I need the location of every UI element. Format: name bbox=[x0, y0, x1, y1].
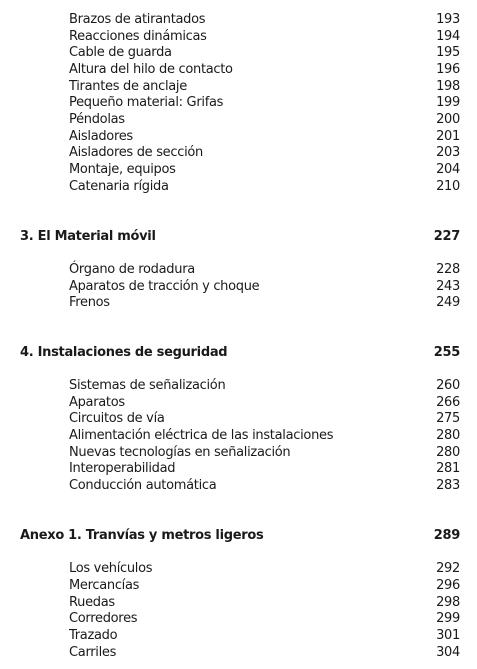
toc-entry-page: 200 bbox=[436, 112, 460, 127]
toc-entry-page: 210 bbox=[436, 179, 460, 194]
toc-entry-title: Alimentación eléctrica de las instalaciones bbox=[69, 428, 334, 443]
toc-entry-title: Nuevas tecnologías en señalización bbox=[69, 445, 291, 460]
toc-entry-title: Aisladores de sección bbox=[69, 145, 203, 160]
toc-entry bbox=[0, 627, 477, 644]
toc-entry bbox=[0, 394, 477, 411]
toc-entry-title: Montaje, equipos bbox=[69, 162, 176, 177]
toc-entry-title: Órgano de rodadura bbox=[69, 262, 195, 277]
toc-entry bbox=[0, 560, 477, 577]
toc-entry bbox=[0, 377, 477, 394]
toc-entry-page: 249 bbox=[436, 295, 460, 310]
chapter-page: 255 bbox=[433, 345, 460, 360]
toc-entry-page: 201 bbox=[436, 129, 460, 144]
toc-entry-title: Corredores bbox=[69, 611, 138, 626]
toc-entry-title: Circuitos de vía bbox=[69, 411, 165, 426]
toc-entry bbox=[0, 161, 477, 178]
toc-chapter-heading bbox=[0, 228, 477, 245]
toc-entry-title: Ruedas bbox=[69, 595, 115, 610]
toc-chapter-heading bbox=[0, 344, 477, 361]
toc-entry-page: 298 bbox=[436, 595, 460, 610]
toc-entry-page: 204 bbox=[436, 162, 460, 177]
toc-entry-title: Catenaria rígida bbox=[69, 179, 169, 194]
toc-entry bbox=[0, 11, 477, 28]
toc-entry bbox=[0, 78, 477, 95]
toc-entry bbox=[0, 444, 477, 461]
toc-entry bbox=[0, 460, 477, 477]
toc-entry-page: 194 bbox=[436, 29, 460, 44]
toc-entry bbox=[0, 111, 477, 128]
toc-entry-title: Carriles bbox=[69, 645, 117, 660]
toc-entry bbox=[0, 261, 477, 278]
chapter-page: 289 bbox=[433, 528, 460, 543]
toc-entry-page: 228 bbox=[436, 262, 460, 277]
toc-entry-page: 203 bbox=[436, 145, 460, 160]
toc-entry-page: 283 bbox=[436, 478, 460, 493]
toc-entry-page: 260 bbox=[436, 378, 460, 393]
toc-entry-title: Reacciones dinámicas bbox=[69, 29, 207, 44]
toc-entry bbox=[0, 410, 477, 427]
toc-entry bbox=[0, 178, 477, 195]
toc-entry bbox=[0, 28, 477, 45]
toc-entry-title: Interoperabilidad bbox=[69, 461, 176, 476]
toc-entry-title: Aisladores bbox=[69, 129, 133, 144]
toc-entry-page: 281 bbox=[436, 461, 460, 476]
toc-entry-title: Altura del hilo de contacto bbox=[69, 62, 233, 77]
toc-entry-page: 299 bbox=[436, 611, 460, 626]
toc-entry bbox=[0, 294, 477, 311]
toc-entry-title: Sistemas de señalización bbox=[69, 378, 226, 393]
toc-entry-page: 296 bbox=[436, 578, 460, 593]
toc-entry-title: Pequeño material: Grifas bbox=[69, 95, 224, 110]
toc-entry-title: Trazado bbox=[69, 628, 118, 643]
toc-entry bbox=[0, 278, 477, 295]
chapter-title: Anexo 1. Tranvías y metros ligeros bbox=[20, 528, 264, 543]
toc-entry bbox=[0, 128, 477, 145]
toc-entry-title: Aparatos de tracción y choque bbox=[69, 279, 260, 294]
toc-entry bbox=[0, 427, 477, 444]
chapter-title: 4. Instalaciones de seguridad bbox=[20, 345, 228, 360]
toc-entry-page: 301 bbox=[436, 628, 460, 643]
toc-entry-title: Frenos bbox=[69, 295, 110, 310]
toc-entry bbox=[0, 610, 477, 627]
toc-entry-page: 292 bbox=[436, 561, 460, 576]
toc-entry-title: Cable de guarda bbox=[69, 45, 172, 60]
toc-entry bbox=[0, 94, 477, 111]
toc-entry-title: Tirantes de anclaje bbox=[69, 79, 187, 94]
toc-entry-title: Brazos de atirantados bbox=[69, 12, 206, 27]
toc-entry-page: 199 bbox=[436, 95, 460, 110]
toc-entry-page: 275 bbox=[436, 411, 460, 426]
toc-entry bbox=[0, 477, 477, 494]
toc-entry-page: 196 bbox=[436, 62, 460, 77]
toc-entry-page: 280 bbox=[436, 445, 460, 460]
toc-entry-title: Los vehículos bbox=[69, 561, 153, 576]
toc-entry-page: 280 bbox=[436, 428, 460, 443]
chapter-title: 3. El Material móvil bbox=[20, 229, 156, 244]
toc-entry-title: Conducción automática bbox=[69, 478, 217, 493]
toc-entry-page: 266 bbox=[436, 395, 460, 410]
toc-entry bbox=[0, 44, 477, 61]
chapter-page: 227 bbox=[433, 229, 460, 244]
toc-entry-title: Mercancías bbox=[69, 578, 140, 593]
toc-chapter-heading bbox=[0, 527, 477, 544]
toc-entry-page: 198 bbox=[436, 79, 460, 94]
toc-entry-page: 193 bbox=[436, 12, 460, 27]
toc-entry bbox=[0, 144, 477, 161]
toc-entry-title: Aparatos bbox=[69, 395, 125, 410]
toc-entry bbox=[0, 594, 477, 611]
toc-entry bbox=[0, 577, 477, 594]
toc-entry bbox=[0, 61, 477, 78]
toc-entry bbox=[0, 644, 477, 661]
toc-entry-title: Péndolas bbox=[69, 112, 125, 127]
toc-entry-page: 243 bbox=[436, 279, 460, 294]
toc-entry-page: 195 bbox=[436, 45, 460, 60]
toc-entry-page: 304 bbox=[436, 645, 460, 660]
